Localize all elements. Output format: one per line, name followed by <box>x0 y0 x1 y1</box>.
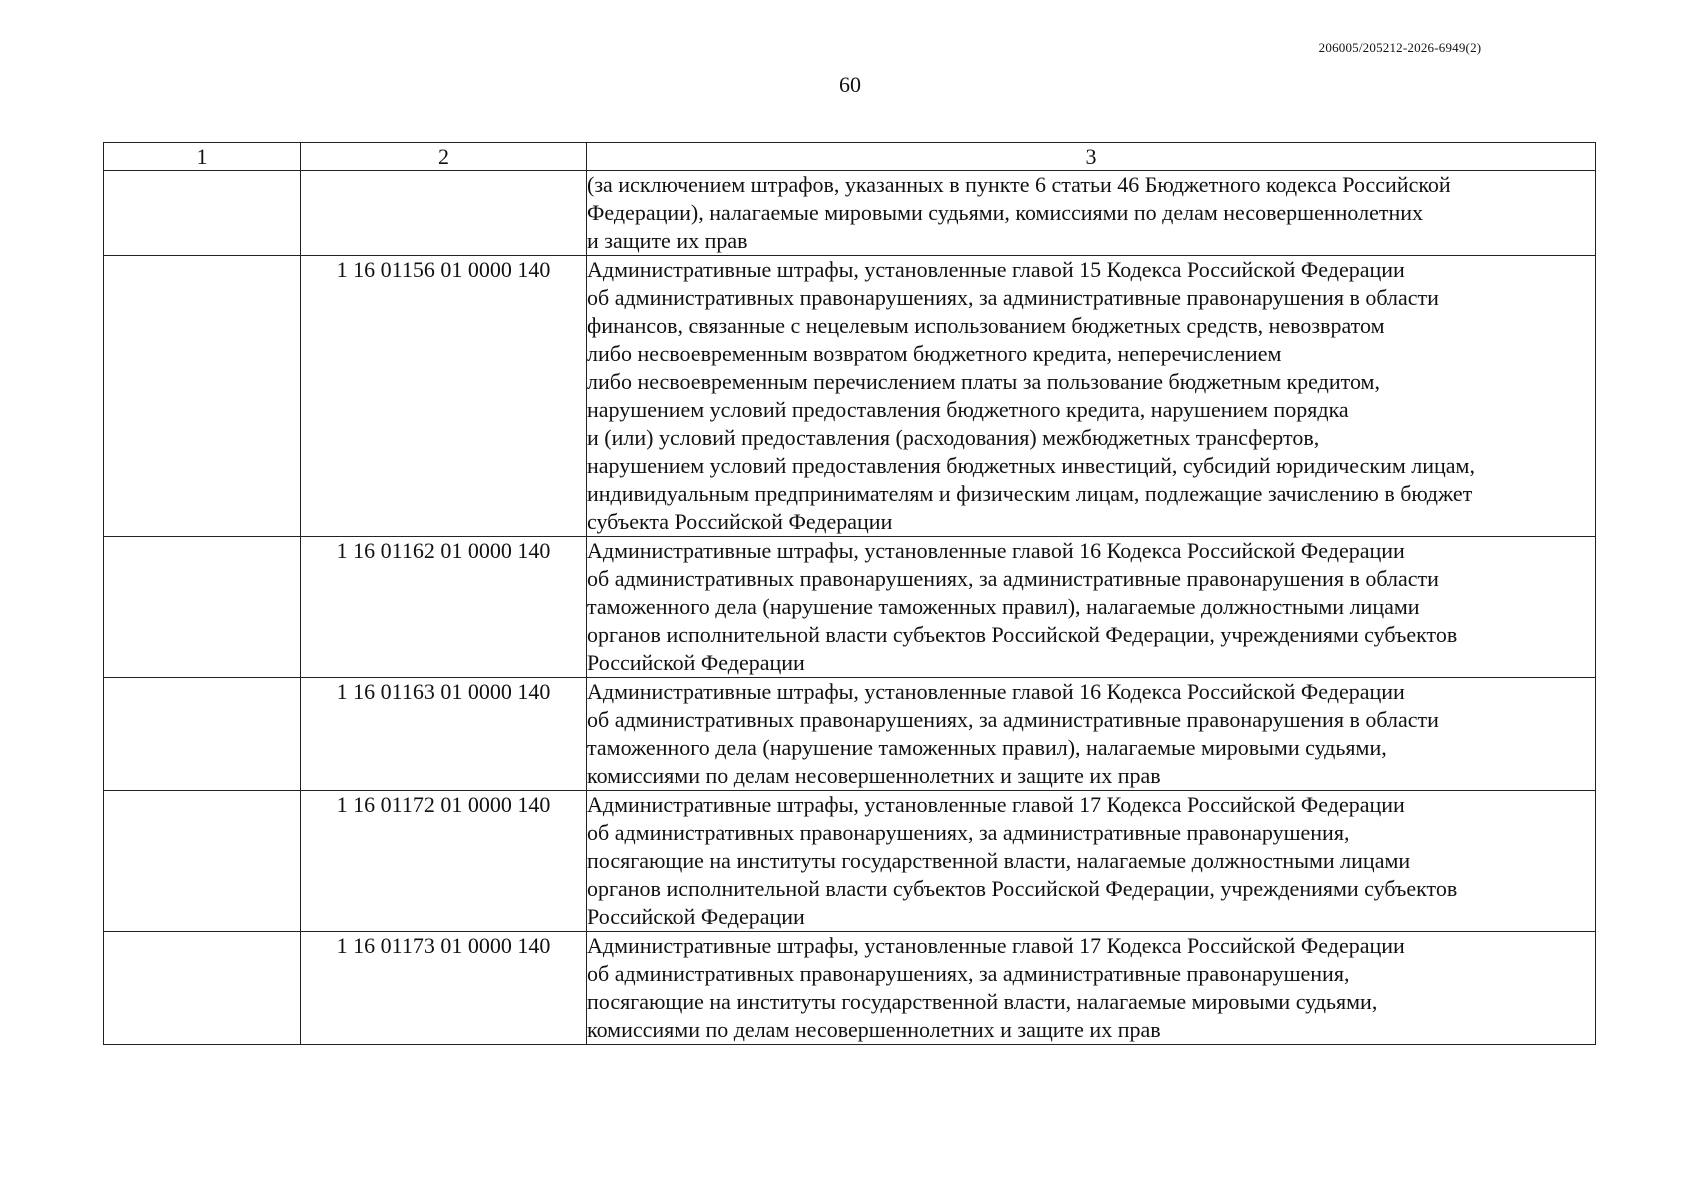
description-line: Российской Федерации <box>587 650 805 675</box>
description-line: и защите их прав <box>587 228 748 253</box>
description-line: Административные штрафы, установленные главой 15 Кодекса Российской Федерации <box>587 257 1405 282</box>
cell-col1 <box>104 537 301 678</box>
cell-description <box>587 537 1596 678</box>
table-row <box>104 791 1596 932</box>
description-line: либо несвоевременным перечислением платы за пользование бюджетным кредитом, <box>587 369 1380 394</box>
cell-description <box>587 932 1596 1045</box>
cell-col1 <box>104 932 301 1045</box>
description-line: Административные штрафы, установленные главой 17 Кодекса Российской Федерации <box>587 933 1405 958</box>
description-line: об административных правонарушениях, за административные правонарушения в области <box>587 566 1439 591</box>
cell-budget-code: 1 16 01156 01 0000 140 <box>301 256 587 537</box>
cell-description <box>587 171 1596 256</box>
description-line: органов исполнительной власти субъектов Российской Федерации, учреждениями субъектов <box>587 622 1458 647</box>
column-header-3: 3 <box>587 143 1596 171</box>
cell-budget-code: 1 16 01163 01 0000 140 <box>301 678 587 791</box>
description-line: об административных правонарушениях, за административные правонарушения в области <box>587 707 1439 732</box>
description-line: посягающие на институты государственной власти, налагаемые должностными лицами <box>587 848 1411 873</box>
description-line: таможенного дела (нарушение таможенных правил), налагаемые должностными лицами <box>587 594 1420 619</box>
cell-budget-code: 1 16 01172 01 0000 140 <box>301 791 587 932</box>
table-header <box>104 143 1596 171</box>
cell-budget-code <box>301 171 587 256</box>
table-row <box>104 171 1596 256</box>
description-line: финансов, связанные с нецелевым использованием бюджетных средств, невозвратом <box>587 313 1385 338</box>
description-line: органов исполнительной власти субъектов Российской Федерации, учреждениями субъектов <box>587 876 1458 901</box>
description-line: посягающие на институты государственной власти, налагаемые мировыми судьями, <box>587 989 1378 1014</box>
document-id: 206005/205212-2026-6949(2) <box>1318 40 1482 55</box>
table-body <box>104 171 1596 1045</box>
cell-budget-code: 1 16 01173 01 0000 140 <box>301 932 587 1045</box>
description-line: Административные штрафы, установленные главой 16 Кодекса Российской Федерации <box>587 679 1405 704</box>
budget-codes-table <box>103 142 1596 1045</box>
description-line: нарушением условий предоставления бюджетного кредита, нарушением порядка <box>587 397 1349 422</box>
description-line: либо несвоевременным возвратом бюджетного кредита, неперечислением <box>587 341 1282 366</box>
description-line: комиссиями по делам несовершеннолетних и защите их прав <box>587 763 1161 788</box>
cell-description <box>587 678 1596 791</box>
table-row <box>104 932 1596 1045</box>
cell-col1 <box>104 791 301 932</box>
description-line: (за исключением штрафов, указанных в пункте 6 статьи 46 Бюджетного кодекса Российской <box>587 172 1451 197</box>
cell-description <box>587 791 1596 932</box>
cell-budget-code: 1 16 01162 01 0000 140 <box>301 537 587 678</box>
description-line: Административные штрафы, установленные главой 17 Кодекса Российской Федерации <box>587 792 1405 817</box>
description-line: Российской Федерации <box>587 904 805 929</box>
description-line: и (или) условий предоставления (расходования) межбюджетных трансфертов, <box>587 425 1320 450</box>
description-line: Федерации), налагаемые мировыми судьями, комиссиями по делам несовершеннолетних <box>587 200 1424 225</box>
cell-col1 <box>104 256 301 537</box>
description-line: об административных правонарушениях, за административные правонарушения, <box>587 820 1350 845</box>
cell-col1 <box>104 678 301 791</box>
description-line: таможенного дела (нарушение таможенных правил), налагаемые мировыми судьями, <box>587 735 1387 760</box>
column-header-1: 1 <box>104 143 301 171</box>
description-line: Административные штрафы, установленные главой 16 Кодекса Российской Федерации <box>587 538 1405 563</box>
cell-description <box>587 256 1596 537</box>
description-line: об административных правонарушениях, за административные правонарушения, <box>587 961 1350 986</box>
table-row <box>104 678 1596 791</box>
page-number: 60 <box>839 72 861 97</box>
column-header-2: 2 <box>301 143 587 171</box>
header-row <box>104 143 1596 171</box>
cell-col1 <box>104 171 301 256</box>
description-line: нарушением условий предоставления бюджетных инвестиций, субсидий юридическим лицам, <box>587 453 1475 478</box>
description-line: индивидуальным предпринимателям и физическим лицам, подлежащие зачислению в бюджет <box>587 481 1473 506</box>
description-line: субъекта Российской Федерации <box>587 509 893 534</box>
description-line: комиссиями по делам несовершеннолетних и защите их прав <box>587 1017 1161 1042</box>
table-row <box>104 537 1596 678</box>
table-row <box>104 256 1596 537</box>
description-line: об административных правонарушениях, за административные правонарушения в области <box>587 285 1439 310</box>
